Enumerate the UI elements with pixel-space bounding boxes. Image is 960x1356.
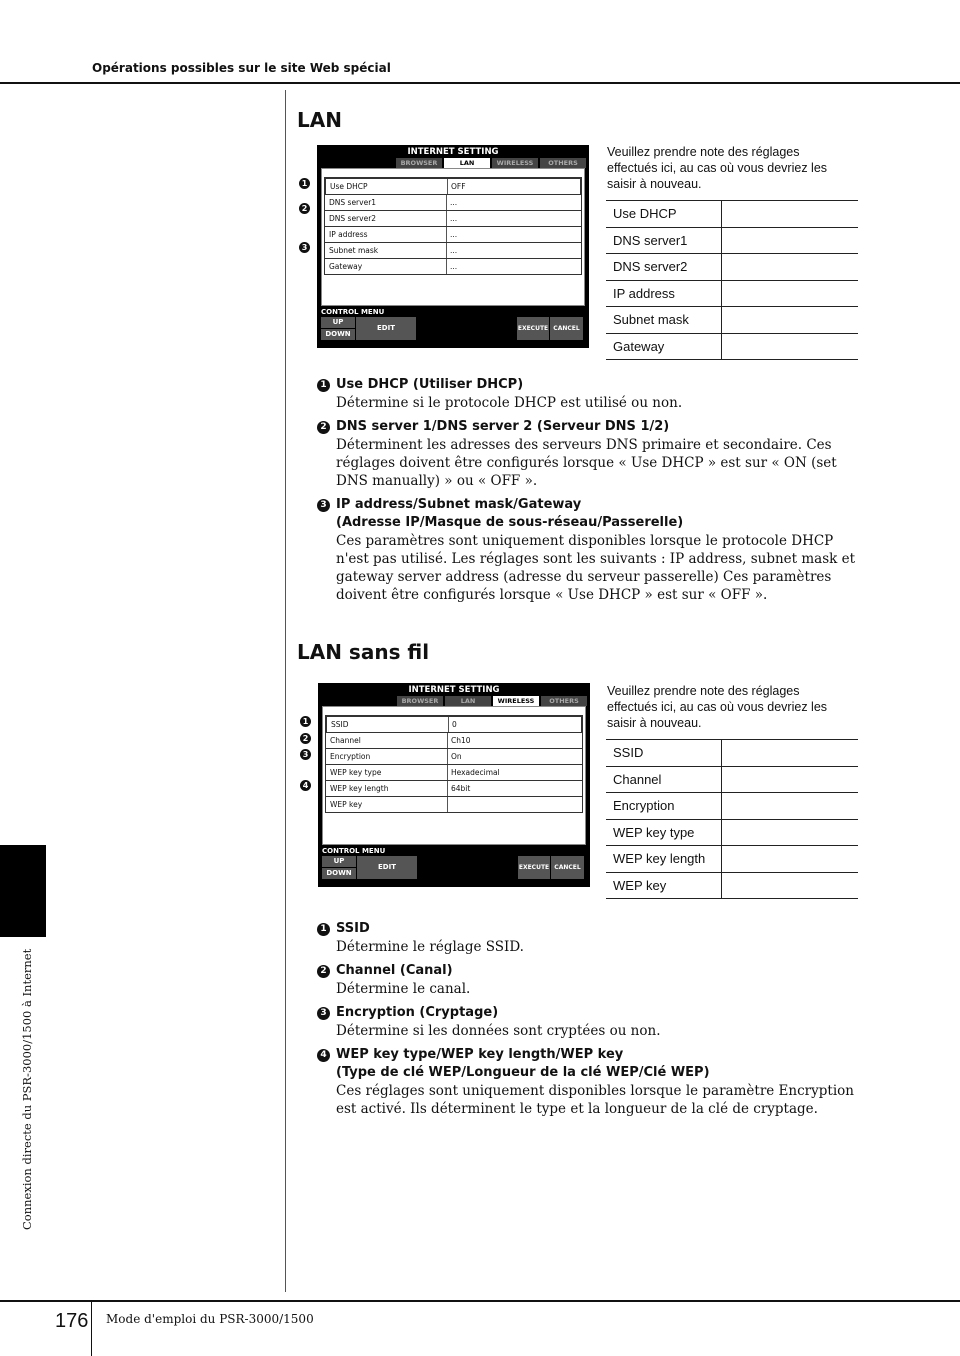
table-row	[606, 766, 858, 793]
screen-title: INTERNET SETTING	[407, 147, 499, 157]
table-label: Channel	[606, 766, 722, 793]
item-text: Détermine le canal.	[336, 981, 471, 997]
callout-marker: 1	[300, 716, 311, 727]
item-text: Détermine si les données sont cryptées ou non.	[336, 1023, 661, 1039]
list-item	[317, 496, 857, 604]
table-value-blank[interactable]	[722, 872, 859, 899]
table-row	[606, 333, 858, 360]
wlan-descriptions	[317, 920, 857, 1124]
item-heading: DNS server 1/DNS server 2 (Serveur DNS 1/2)	[336, 419, 670, 434]
up-button[interactable]: UP	[321, 317, 355, 328]
cancel-button[interactable]: CANCEL	[551, 856, 584, 879]
footer-rule	[0, 1300, 960, 1302]
row-value: OFF	[447, 179, 466, 194]
row-value: Hexadecimal	[447, 765, 500, 780]
row-value: On	[447, 749, 462, 764]
row-value	[447, 797, 451, 812]
edit-button[interactable]: EDIT	[356, 317, 416, 340]
table-label: DNS server1	[606, 227, 722, 254]
cancel-button[interactable]: CANCEL	[550, 317, 583, 340]
down-button[interactable]: DOWN	[322, 868, 356, 879]
item-number: 1	[317, 923, 330, 936]
row-key: Use DHCP	[330, 182, 368, 191]
screen-tabs	[320, 158, 586, 168]
row-value: ...	[446, 195, 457, 210]
table-value-blank[interactable]	[722, 819, 859, 846]
tab-browser[interactable]: BROWSER	[396, 158, 442, 168]
row-key: WEP key	[330, 800, 363, 809]
settings-panel	[322, 706, 586, 845]
item-number: 1	[317, 379, 330, 392]
row-value: ...	[446, 259, 457, 274]
header-rule	[0, 82, 960, 84]
column-divider	[285, 90, 286, 1292]
row-value: Ch10	[447, 733, 471, 748]
item-number: 3	[317, 1007, 330, 1020]
table-row	[606, 227, 858, 254]
edit-button[interactable]: EDIT	[357, 856, 417, 879]
row-key: WEP key length	[330, 784, 389, 793]
up-button[interactable]: UP	[322, 856, 356, 867]
row-key: SSID	[331, 720, 349, 729]
table-row	[606, 254, 858, 281]
item-heading-2: (Adresse IP/Masque de sous-réseau/Passerelle)	[336, 515, 684, 530]
table-value-blank[interactable]	[722, 766, 859, 793]
list-item	[317, 1004, 857, 1040]
callout-marker: 2	[299, 203, 310, 214]
callout-marker: 4	[300, 780, 311, 791]
tab-lan[interactable]: LAN	[444, 158, 490, 168]
lan-note: Veuillez prendre note des réglages effectués ici, au cas où vous devriez les saisir à nouveau.	[607, 145, 828, 191]
table-value-blank[interactable]	[722, 740, 859, 767]
lan-record-table	[606, 200, 858, 360]
table-label: Subnet mask	[606, 307, 722, 334]
list-item	[317, 418, 857, 490]
running-header: Opérations possibles sur le site Web spécial	[92, 61, 391, 75]
row-wep-key-type[interactable]	[325, 764, 583, 781]
callout-marker: 1	[299, 178, 310, 189]
row-key: Subnet mask	[329, 246, 379, 255]
page-number: 176	[55, 1310, 89, 1332]
item-number: 3	[317, 499, 330, 512]
row-encryption[interactable]	[325, 748, 583, 765]
chapter-side-label: Connexion directe du PSR-3000/1500 à Internet	[20, 948, 34, 1230]
table-label: Gateway	[606, 333, 722, 360]
table-label: Use DHCP	[606, 201, 722, 228]
control-menu-label: CONTROL MENU	[322, 847, 386, 855]
item-text: Ces paramètres sont uniquement disponibles lorsque le protocole DHCP n'est pas utilisé. Les réglages sont les suivants : IP address, subnet mask et gateway server address (adresse du serveur passerelle) Ces paramètres doivent être configurés lorsque « Use DHCP » est sur « OFF ».	[336, 533, 856, 603]
item-heading: SSID	[336, 921, 370, 936]
execute-button[interactable]: EXECUTE	[518, 856, 550, 879]
item-heading-2: (Type de clé WEP/Longueur de la clé WEP/Clé WEP)	[336, 1065, 710, 1080]
table-label: DNS server2	[606, 254, 722, 281]
item-heading: Channel (Canal)	[336, 963, 453, 978]
list-item	[317, 962, 857, 998]
lan-screen	[317, 145, 589, 348]
lan-descriptions	[317, 376, 857, 610]
table-row	[606, 740, 858, 767]
item-text: Ces réglages sont uniquement disponibles lorsque le paramètre Encryption est activé. Ils déterminent le type et la longueur de la clé de cryptage.	[336, 1083, 854, 1117]
tab-browser[interactable]: BROWSER	[397, 696, 443, 706]
wlan-note: Veuillez prendre note des réglages effectués ici, au cas où vous devriez les saisir à nouveau.	[607, 684, 828, 730]
section-title-wlan: LAN sans fil	[297, 640, 430, 664]
row-wep-key-length[interactable]	[325, 780, 583, 797]
table-row	[606, 201, 858, 228]
table-value-blank[interactable]	[722, 333, 859, 360]
row-value: ...	[446, 211, 457, 226]
row-key: DNS server2	[329, 214, 377, 223]
item-heading: IP address/Subnet mask/Gateway	[336, 497, 582, 512]
table-row	[606, 846, 858, 873]
table-value-blank[interactable]	[722, 280, 859, 307]
table-value-blank[interactable]	[722, 201, 859, 228]
callout-marker: 3	[300, 749, 311, 760]
table-value-blank[interactable]	[722, 254, 859, 281]
tab-wireless[interactable]: WIRELESS	[493, 696, 539, 706]
table-value-blank[interactable]	[722, 846, 859, 873]
row-key: Channel	[330, 736, 361, 745]
list-item	[317, 920, 857, 956]
item-heading: WEP key type/WEP key length/WEP key	[336, 1047, 624, 1062]
row-gateway[interactable]	[324, 258, 582, 275]
row-channel[interactable]	[325, 732, 583, 749]
row-key: IP address	[329, 230, 368, 239]
table-row	[606, 872, 858, 899]
table-label: WEP key length	[606, 846, 722, 873]
item-heading: Use DHCP (Utiliser DHCP)	[336, 377, 524, 392]
section-title-lan: LAN	[297, 108, 342, 132]
row-ip-address[interactable]	[324, 226, 582, 243]
table-row	[606, 793, 858, 820]
chapter-tab	[0, 845, 46, 937]
item-number: 4	[317, 1049, 330, 1062]
callout-marker: 3	[299, 242, 310, 253]
screen-title: INTERNET SETTING	[408, 685, 500, 695]
table-label: WEP key type	[606, 819, 722, 846]
item-heading: Encryption (Cryptage)	[336, 1005, 499, 1020]
item-number: 2	[317, 965, 330, 978]
row-key: WEP key type	[330, 768, 382, 777]
tab-lan[interactable]: LAN	[445, 696, 491, 706]
table-value-blank[interactable]	[722, 227, 859, 254]
tab-wireless[interactable]: WIRELESS	[492, 158, 538, 168]
screen-tabs	[321, 696, 587, 706]
table-row	[606, 280, 858, 307]
row-dns-server2[interactable]	[324, 210, 582, 227]
table-label: Encryption	[606, 793, 722, 820]
control-menu	[319, 846, 589, 886]
row-key: Gateway	[329, 262, 363, 271]
execute-button[interactable]: EXECUTE	[517, 317, 549, 340]
settings-panel	[321, 168, 585, 306]
control-menu-label: CONTROL MENU	[321, 308, 385, 316]
list-item	[317, 1046, 857, 1118]
wlan-screen	[318, 683, 590, 887]
table-label: SSID	[606, 740, 722, 767]
table-value-blank[interactable]	[722, 793, 859, 820]
callout-marker: 2	[300, 733, 311, 744]
row-wep-key[interactable]	[325, 796, 583, 813]
table-row	[606, 819, 858, 846]
table-row	[606, 307, 858, 334]
footer-text: Mode d'emploi du PSR-3000/1500	[106, 1312, 314, 1326]
row-value: 0	[448, 717, 457, 732]
table-value-blank[interactable]	[722, 307, 859, 334]
down-button[interactable]: DOWN	[321, 329, 355, 340]
wlan-record-table	[606, 739, 858, 899]
row-value: ...	[446, 227, 457, 242]
table-label: WEP key	[606, 872, 722, 899]
row-key: DNS server1	[329, 198, 377, 207]
item-text: Déterminent les adresses des serveurs DNS primaire et secondaire. Ces réglages doivent être configurés lorsque « Use DHCP » est sur « ON (set DNS manually) » ou « OFF ».	[336, 437, 837, 489]
tab-others[interactable]: OTHERS	[541, 696, 587, 706]
row-subnet-mask[interactable]	[324, 242, 582, 259]
item-number: 2	[317, 421, 330, 434]
row-value: 64bit	[447, 781, 470, 796]
tab-others[interactable]: OTHERS	[540, 158, 586, 168]
footer-divider	[91, 1301, 92, 1356]
row-value: ...	[446, 243, 457, 258]
item-text: Détermine le réglage SSID.	[336, 939, 524, 955]
item-text: Détermine si le protocole DHCP est utilisé ou non.	[336, 395, 683, 411]
row-key: Encryption	[330, 752, 371, 761]
table-label: IP address	[606, 280, 722, 307]
list-item	[317, 376, 857, 412]
control-menu	[318, 307, 588, 347]
row-dns-server1[interactable]	[324, 194, 582, 211]
